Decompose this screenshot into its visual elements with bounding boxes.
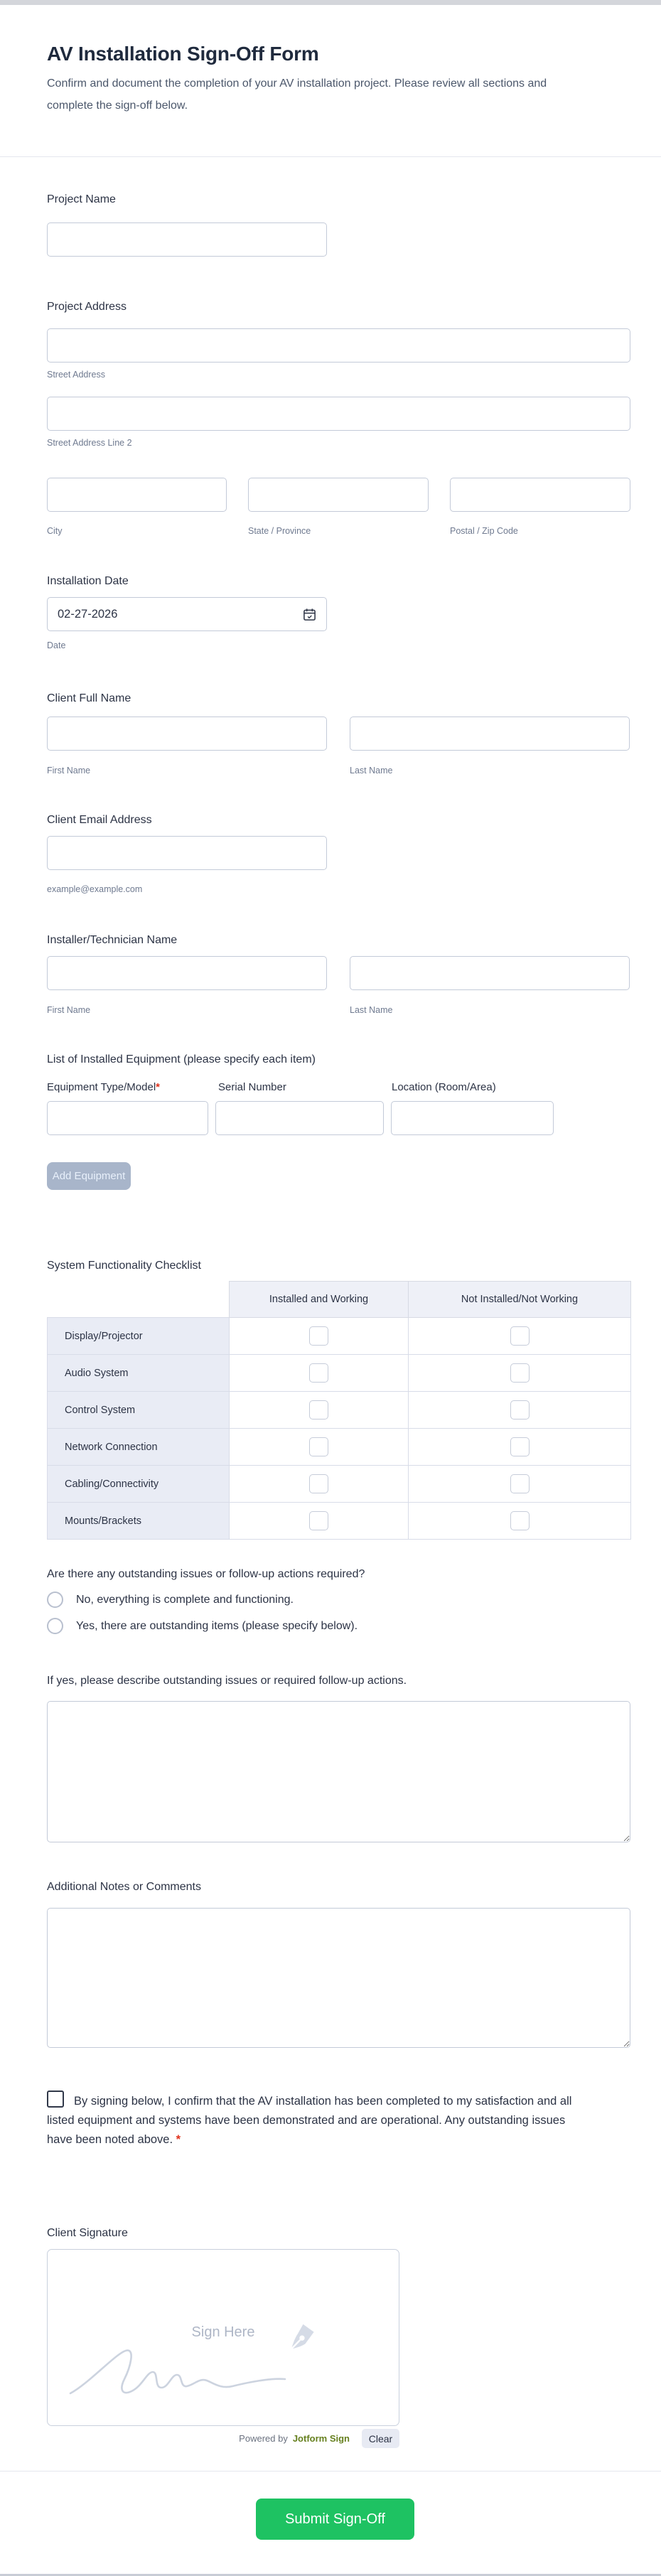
city-input[interactable] <box>47 478 227 512</box>
state-sublabel: State / Province <box>248 526 311 536</box>
jotform-sign-brand: Jotform Sign <box>292 2433 350 2444</box>
client-email-label: Client Email Address <box>47 814 152 826</box>
checkbox-display-projector-not-installed[interactable] <box>510 1326 530 1346</box>
checkbox-display-projector-installed[interactable] <box>309 1326 328 1346</box>
street-address-line2-input[interactable] <box>47 397 630 431</box>
checklist-table <box>47 1281 631 1540</box>
client-email-input[interactable] <box>47 836 327 870</box>
confirmation-text: By signing below, I confirm that the AV installation has been completed to my satisfaction and all listed equipment and systems have been demonstrated and are operational. Any outstanding issues have been noted above. <box>47 2095 572 2146</box>
submit-signoff-button[interactable]: Submit Sign-Off <box>256 2499 414 2540</box>
table-row <box>48 1503 631 1540</box>
installation-date-input[interactable] <box>47 597 327 631</box>
table-row <box>48 1355 631 1392</box>
table-row <box>48 1429 631 1466</box>
table-row <box>48 1466 631 1503</box>
footer-divider <box>0 2471 661 2472</box>
required-asterisk: * <box>176 2133 181 2146</box>
checkbox-network-connection-not-installed[interactable] <box>510 1437 530 1456</box>
client-first-name-input[interactable] <box>47 717 327 751</box>
outstanding-issues-label: Are there any outstanding issues or follow-up actions required? <box>47 1568 365 1580</box>
street-address-input[interactable] <box>47 328 630 363</box>
table-row <box>48 1392 631 1429</box>
checklist-corner-cell <box>48 1282 230 1318</box>
signature-pad[interactable] <box>47 2249 399 2426</box>
row-label-mounts-brackets: Mounts/Brackets <box>48 1503 230 1540</box>
project-name-label: Project Name <box>47 193 116 205</box>
project-address-label: Project Address <box>47 301 127 313</box>
additional-notes-textarea[interactable] <box>47 1908 630 2048</box>
additional-notes-label: Additional Notes or Comments <box>47 1881 201 1893</box>
street-address-sublabel: Street Address <box>47 370 105 380</box>
checklist-header-row <box>48 1282 631 1318</box>
checkbox-mounts-brackets-not-installed[interactable] <box>510 1511 530 1530</box>
describe-issues-label: If yes, please describe outstanding issues or required follow-up actions. <box>47 1675 407 1687</box>
window-top-edge <box>0 0 661 5</box>
calendar-icon[interactable] <box>303 608 316 621</box>
checkbox-audio-system-not-installed[interactable] <box>510 1363 530 1383</box>
equipment-type-input[interactable] <box>47 1101 208 1135</box>
radio-label-no: No, everything is complete and functioning. <box>76 1593 294 1606</box>
equipment-type-column-label: Equipment Type/Model* <box>47 1081 160 1093</box>
clear-signature-button[interactable]: Clear <box>362 2429 399 2448</box>
page-subtitle: Confirm and document the completion of your AV installation project. Please review all sections and complete the sign-off below. <box>47 77 547 112</box>
city-sublabel: City <box>47 526 63 536</box>
installer-last-name-input[interactable] <box>350 956 630 990</box>
page-title: AV Installation Sign-Off Form <box>47 43 319 65</box>
checkbox-control-system-installed[interactable] <box>309 1400 328 1420</box>
signature-squiggle <box>68 2341 323 2405</box>
installer-last-name-sublabel: Last Name <box>350 1005 393 1015</box>
row-label-cabling-connectivity: Cabling/Connectivity <box>48 1466 230 1503</box>
powered-by-text: Powered by <box>239 2433 288 2444</box>
checkbox-cabling-connectivity-not-installed[interactable] <box>510 1474 530 1493</box>
date-sublabel: Date <box>47 640 66 650</box>
row-label-control-system: Control System <box>48 1392 230 1429</box>
client-last-name-sublabel: Last Name <box>350 766 393 776</box>
required-asterisk: * <box>156 1081 160 1093</box>
installation-date-label: Installation Date <box>47 575 129 587</box>
client-email-sublabel: example@example.com <box>47 884 143 894</box>
installer-name-label: Installer/Technician Name <box>47 934 178 946</box>
header-divider <box>0 156 661 157</box>
installation-date-value: 02-27-2026 <box>58 607 118 621</box>
sign-here-placeholder: Sign Here <box>191 2324 255 2340</box>
checklist-header-installed: Installed and Working <box>230 1282 409 1318</box>
serial-number-column-label: Serial Number <box>218 1081 286 1093</box>
row-label-display-projector: Display/Projector <box>48 1318 230 1355</box>
row-label-audio-system: Audio System <box>48 1355 230 1392</box>
radio-label-yes: Yes, there are outstanding items (please specify below). <box>76 1619 358 1632</box>
describe-issues-textarea[interactable] <box>47 1701 630 1842</box>
row-label-network-connection: Network Connection <box>48 1429 230 1466</box>
project-name-input[interactable] <box>47 222 327 257</box>
checkbox-audio-system-installed[interactable] <box>309 1363 328 1383</box>
confirmation-checkbox[interactable] <box>47 2091 64 2108</box>
state-input[interactable] <box>248 478 429 512</box>
radio-option-no[interactable] <box>47 1592 294 1608</box>
location-column-label: Location (Room/Area) <box>392 1081 496 1093</box>
postal-sublabel: Postal / Zip Code <box>450 526 518 536</box>
location-input[interactable] <box>391 1101 554 1135</box>
signature-footer <box>47 2429 399 2448</box>
table-row <box>48 1318 631 1355</box>
add-equipment-button[interactable]: Add Equipment <box>47 1162 131 1190</box>
radio-option-yes[interactable] <box>47 1618 358 1634</box>
installer-first-name-input[interactable] <box>47 956 327 990</box>
postal-input[interactable] <box>450 478 630 512</box>
checkbox-network-connection-installed[interactable] <box>309 1437 328 1456</box>
radio-circle-no[interactable] <box>47 1592 63 1608</box>
client-first-name-sublabel: First Name <box>47 766 91 776</box>
serial-number-input[interactable] <box>215 1101 384 1135</box>
checkbox-mounts-brackets-installed[interactable] <box>309 1511 328 1530</box>
checkbox-control-system-not-installed[interactable] <box>510 1400 530 1420</box>
client-signature-label: Client Signature <box>47 2227 128 2239</box>
checklist-header-not-installed: Not Installed/Not Working <box>409 1282 631 1318</box>
installer-first-name-sublabel: First Name <box>47 1005 91 1015</box>
checkbox-cabling-connectivity-installed[interactable] <box>309 1474 328 1493</box>
client-last-name-input[interactable] <box>350 717 630 751</box>
equipment-list-label: List of Installed Equipment (please specify each item) <box>47 1053 316 1066</box>
client-full-name-label: Client Full Name <box>47 692 131 704</box>
confirmation-statement <box>47 2091 576 2150</box>
checklist-label: System Functionality Checklist <box>47 1260 201 1272</box>
radio-circle-yes[interactable] <box>47 1618 63 1634</box>
street-address-line2-sublabel: Street Address Line 2 <box>47 438 132 448</box>
